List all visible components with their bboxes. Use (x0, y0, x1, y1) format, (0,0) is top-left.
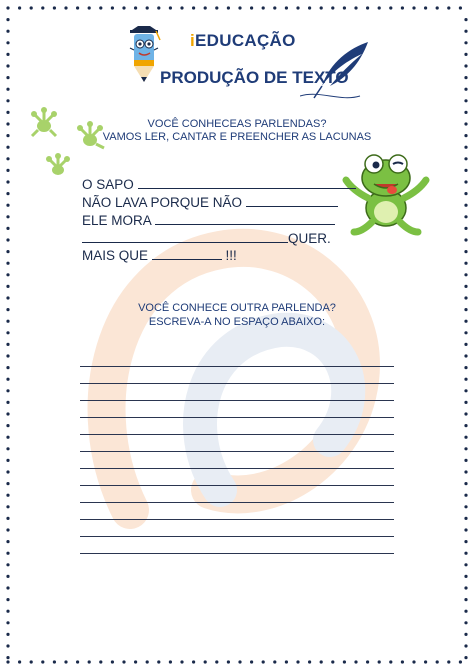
border-dot (6, 238, 9, 241)
border-dot (41, 660, 44, 663)
border-dot (6, 470, 9, 473)
blank-4[interactable] (82, 230, 288, 243)
border-dot (389, 6, 392, 9)
second-activity-line-2: ESCREVA-A NO ESPAÇO ABAIXO: (148, 316, 326, 328)
border-dot (6, 273, 9, 276)
writing-line[interactable] (80, 468, 394, 469)
border-dot (18, 6, 21, 9)
border-dot (285, 660, 288, 663)
border-dot (238, 6, 241, 9)
border-dot (6, 447, 9, 450)
border-dot (99, 6, 102, 9)
border-dot (18, 660, 21, 663)
poem-text-5-end: !!! (225, 248, 237, 263)
border-dot (464, 227, 467, 230)
border-dot (53, 6, 56, 9)
blank-1[interactable] (138, 176, 356, 189)
brand-logo (190, 31, 296, 51)
border-dot (464, 610, 467, 613)
border-dot (389, 660, 392, 663)
border-dot (464, 157, 467, 160)
border-dot (464, 366, 467, 369)
border-dot (464, 470, 467, 473)
border-dot (331, 6, 334, 9)
border-dot (6, 169, 9, 172)
poem-text-4: QUER. (288, 231, 331, 246)
border-dot (111, 660, 114, 663)
instruction-line-2: VAMOS LER, CANTAR E PREENCHER AS LACUNAS (102, 131, 372, 143)
border-dot (180, 6, 183, 9)
blank-2[interactable] (246, 194, 338, 207)
border-dot (412, 6, 415, 9)
border-dot (464, 552, 467, 555)
border-dot (76, 660, 79, 663)
border-dot (6, 424, 9, 427)
writing-line[interactable] (80, 502, 394, 503)
border-dot (464, 563, 467, 566)
border-dot (6, 598, 9, 601)
border-dot (6, 6, 9, 9)
border-dot (227, 6, 230, 9)
border-dot (6, 389, 9, 392)
footprint-icon (20, 104, 120, 184)
border-dot (401, 660, 404, 663)
border-dot (447, 6, 450, 9)
border-dot (464, 204, 467, 207)
writing-line[interactable] (80, 400, 394, 401)
border-dot (308, 6, 311, 9)
border-dot (6, 192, 9, 195)
border-dot (6, 343, 9, 346)
border-dot (343, 6, 346, 9)
quill-icon (300, 40, 380, 108)
border-dot (464, 540, 467, 543)
border-dot (6, 401, 9, 404)
poem-line-5 (82, 247, 237, 263)
border-dot (6, 146, 9, 149)
border-dot (262, 6, 265, 9)
writing-line[interactable] (80, 383, 394, 384)
border-dot (464, 494, 467, 497)
border-dot (464, 586, 467, 589)
writing-line[interactable] (80, 417, 394, 418)
border-dot (134, 6, 137, 9)
brand-name: EDUCAÇÃO (195, 31, 296, 50)
border-dot (320, 6, 323, 9)
border-dot (146, 6, 149, 9)
border-dot (6, 99, 9, 102)
border-dot (464, 331, 467, 334)
border-dot (343, 660, 346, 663)
border-dot (6, 204, 9, 207)
border-dot (64, 660, 67, 663)
poem-line-4 (82, 230, 331, 246)
border-dot (273, 660, 276, 663)
border-dot (6, 354, 9, 357)
border-dot (464, 482, 467, 485)
border-dot (6, 436, 9, 439)
border-dot (6, 540, 9, 543)
writing-line[interactable] (80, 451, 394, 452)
border-dot (464, 30, 467, 33)
border-dot (464, 528, 467, 531)
border-dot (6, 494, 9, 497)
border-dot (464, 64, 467, 67)
border-dot (459, 6, 462, 9)
pencil-mascot-icon (124, 26, 164, 84)
border-dot (6, 180, 9, 183)
border-dot (464, 436, 467, 439)
border-dot (6, 633, 9, 636)
blank-3[interactable] (155, 212, 335, 225)
border-dot (354, 6, 357, 9)
border-dot (464, 447, 467, 450)
border-dot (378, 660, 381, 663)
border-dot (134, 660, 137, 663)
poem-line-2 (82, 194, 338, 210)
second-activity-line-1: VOCÊ CONHECE OUTRA PARLENDA? (138, 302, 336, 314)
border-dot (464, 621, 467, 624)
border-dot (464, 88, 467, 91)
writing-line[interactable] (80, 536, 394, 537)
border-dot (424, 660, 427, 663)
border-dot (6, 366, 9, 369)
border-dot (192, 660, 195, 663)
border-dot (464, 146, 467, 149)
border-dot (6, 250, 9, 253)
poem-text-5: MAIS QUE (82, 248, 149, 263)
border-dot (6, 378, 9, 381)
border-dot (6, 215, 9, 218)
border-dot (6, 412, 9, 415)
border-dot (53, 660, 56, 663)
frog-icon (342, 152, 430, 236)
poem-text-1: O SAPO (82, 177, 134, 192)
border-dot (238, 660, 241, 663)
poem-line-3 (82, 212, 335, 228)
border-dot (6, 30, 9, 33)
border-dot (464, 517, 467, 520)
border-dot (320, 660, 323, 663)
poem-line-1 (82, 176, 356, 192)
border-dot (412, 660, 415, 663)
border-dot (6, 610, 9, 613)
border-dot (6, 644, 9, 647)
border-dot (464, 644, 467, 647)
border-dot (401, 6, 404, 9)
writing-line[interactable] (80, 434, 394, 435)
border-dot (464, 424, 467, 427)
border-dot (464, 111, 467, 114)
border-dot (464, 296, 467, 299)
border-dot (250, 6, 253, 9)
border-dot (6, 528, 9, 531)
border-dot (464, 76, 467, 79)
border-dot (464, 18, 467, 21)
page-title: PRODUÇÃO DE TEXTO (160, 68, 349, 87)
border-dot (122, 6, 125, 9)
writing-line[interactable] (80, 366, 394, 367)
border-dot (30, 660, 33, 663)
border-dot (464, 459, 467, 462)
border-dot (464, 238, 467, 241)
border-dot (41, 6, 44, 9)
border-dot (464, 53, 467, 56)
border-dot (464, 389, 467, 392)
border-dot (6, 331, 9, 334)
border-dot (6, 505, 9, 508)
border-dot (6, 482, 9, 485)
border-dot (6, 18, 9, 21)
border-dot (378, 6, 381, 9)
border-dot (464, 192, 467, 195)
poem-text-3: ELE MORA (82, 213, 152, 228)
border-dot (192, 6, 195, 9)
border-dot (464, 215, 467, 218)
border-dot (180, 660, 183, 663)
border-dot (464, 99, 467, 102)
border-dot (285, 6, 288, 9)
border-dot (6, 262, 9, 265)
border-dot (6, 76, 9, 79)
border-dot (464, 378, 467, 381)
border-dot (464, 633, 467, 636)
border-dot (6, 660, 9, 663)
border-dot (331, 660, 334, 663)
border-dot (6, 586, 9, 589)
border-dot (6, 53, 9, 56)
border-dot (227, 660, 230, 663)
writing-line[interactable] (80, 553, 394, 554)
border-dot (88, 6, 91, 9)
border-dot (436, 660, 439, 663)
border-dot (464, 41, 467, 44)
border-dot (296, 6, 299, 9)
border-dot (296, 660, 299, 663)
border-dot (6, 656, 9, 659)
border-dot (157, 6, 160, 9)
border-dot (6, 575, 9, 578)
writing-line[interactable] (80, 485, 394, 486)
border-dot (169, 660, 172, 663)
instruction-line-1: VOCÊ CONHECEAS PARLENDAS? (147, 118, 327, 130)
border-dot (273, 6, 276, 9)
border-dot (6, 111, 9, 114)
border-dot (464, 343, 467, 346)
border-dot (99, 660, 102, 663)
border-dot (464, 262, 467, 265)
border-dot (464, 180, 467, 183)
border-dot (6, 621, 9, 624)
border-dot (464, 412, 467, 415)
border-dot (354, 660, 357, 663)
border-dot (122, 660, 125, 663)
border-dot (6, 517, 9, 520)
border-dot (6, 459, 9, 462)
border-dot (262, 660, 265, 663)
border-dot (464, 273, 467, 276)
border-dot (169, 6, 172, 9)
border-dot (204, 6, 207, 9)
border-dot (6, 552, 9, 555)
border-dot (459, 660, 462, 663)
border-dot (464, 354, 467, 357)
border-dot (464, 401, 467, 404)
border-dot (6, 227, 9, 230)
writing-line[interactable] (80, 519, 394, 520)
brand-prefix: i (190, 31, 196, 50)
border-dot (6, 41, 9, 44)
border-dot (424, 6, 427, 9)
border-dot (464, 575, 467, 578)
border-dot (366, 660, 369, 663)
border-dot (157, 660, 160, 663)
border-dot (111, 6, 114, 9)
border-dot (6, 285, 9, 288)
poem-text-2: NÃO LAVA PORQUE NÃO (82, 195, 243, 210)
border-dot (30, 6, 33, 9)
border-dot (76, 6, 79, 9)
border-dot (464, 285, 467, 288)
border-dot (6, 88, 9, 91)
border-dot (447, 660, 450, 663)
border-dot (204, 660, 207, 663)
border-dot (464, 598, 467, 601)
border-dot (464, 505, 467, 508)
border-dot (366, 6, 369, 9)
border-dot (215, 6, 218, 9)
border-dot (6, 64, 9, 67)
border-dot (64, 6, 67, 9)
border-dot (6, 296, 9, 299)
blank-5[interactable] (152, 247, 222, 260)
border-dot (6, 157, 9, 160)
border-dot (464, 169, 467, 172)
border-dot (146, 660, 149, 663)
border-dot (436, 6, 439, 9)
border-dot (250, 660, 253, 663)
border-dot (464, 250, 467, 253)
border-dot (6, 563, 9, 566)
border-dot (88, 660, 91, 663)
border-dot (215, 660, 218, 663)
border-dot (308, 660, 311, 663)
border-dot (464, 656, 467, 659)
